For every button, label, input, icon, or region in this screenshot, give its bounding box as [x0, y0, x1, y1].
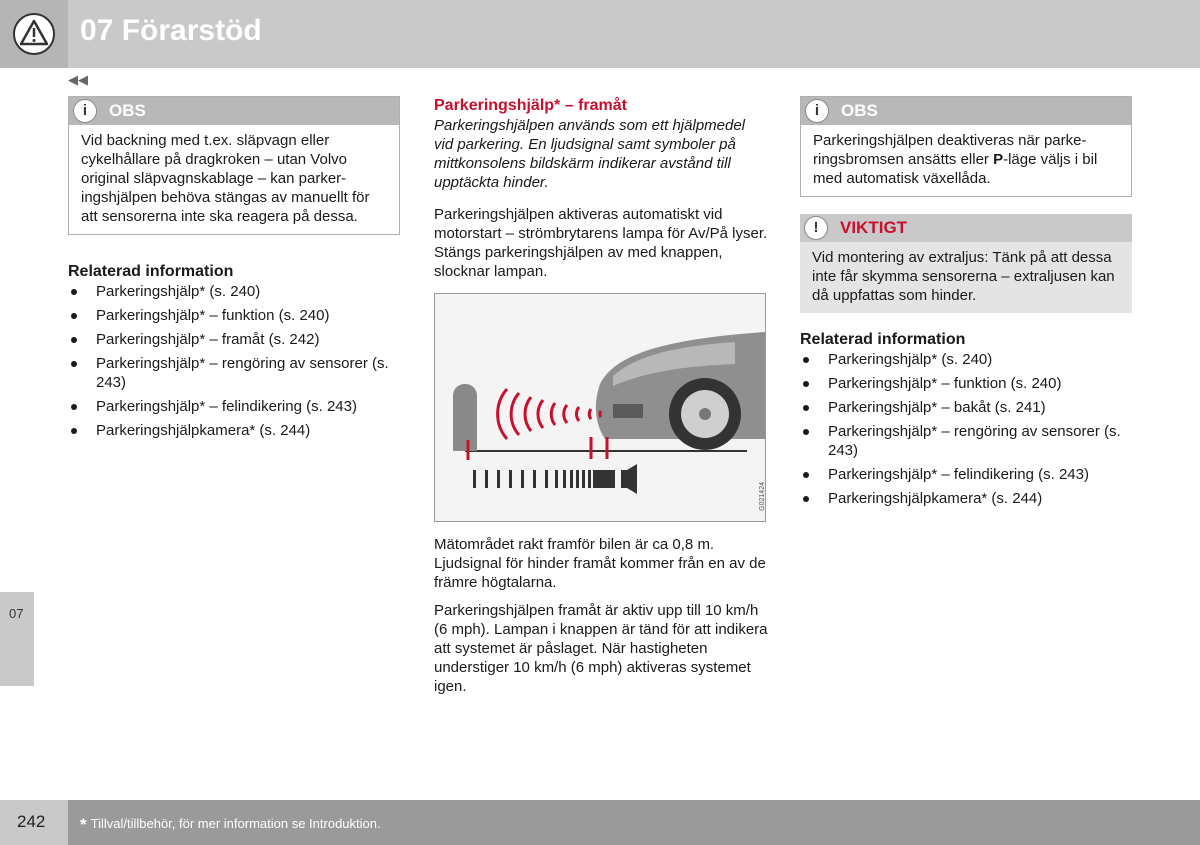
related-link[interactable]: Parkeringshjälp* – funktion (s. 240)	[68, 306, 400, 325]
speaker-icon	[621, 464, 637, 494]
related-link[interactable]: Parkeringshjälp* – framåt (s. 242)	[68, 330, 400, 349]
related-link[interactable]: Parkeringshjälp* (s. 240)	[68, 282, 400, 301]
chapter-icon-box	[0, 0, 68, 68]
related-link[interactable]: Parkeringshjälp* – funktion (s. 240)	[800, 374, 1132, 393]
related-info-heading: Relaterad information	[800, 331, 966, 348]
column-middle	[434, 96, 768, 696]
warning-triangle-icon	[0, 0, 68, 68]
related-info-heading: Relaterad information	[68, 263, 234, 280]
obs-box-header	[69, 97, 399, 125]
section-heading: Parkeringshjälp* – framåt	[434, 97, 627, 114]
figure-code: G021424	[759, 482, 766, 511]
obs-text	[801, 125, 1131, 196]
page-number: 242	[17, 812, 46, 831]
related-link[interactable]: Parkeringshjälp* – rengöring av sensorer (s. 243)	[800, 422, 1132, 460]
related-link[interactable]: Parkeringshjälp* – felindikering (s. 243)	[68, 397, 400, 416]
paragraph-range: Mätområdet rakt framför bilen är ca 0,8 m. Ljudsignal för hinder framåt kommer från en av de främre högtalarna.	[434, 536, 766, 591]
car-front-sensor-drawing	[435, 294, 765, 521]
related-link[interactable]: Parkeringshjälpkamera* (s. 244)	[68, 421, 400, 440]
obs-text: Vid backning med t.ex. släpvagn eller cykelhållare på dragkroken – utan Volvo original släpvagnskablage – kan parkeringshjälpen behöva stängas av manuellt för att sensorerna inte ska reagera på dessa.	[81, 132, 370, 225]
chapter-side-tab[interactable]	[0, 592, 34, 686]
footnote-text: Tillval/tillbehör, för mer information se Introduktion.	[90, 816, 381, 831]
chapter-header	[0, 0, 1200, 68]
info-icon: i	[805, 99, 829, 123]
obs-box	[68, 96, 400, 235]
paragraph-activation: Parkeringshjälpen aktiveras automatiskt vid motorstart – strömbrytarens lampa för Av/På lyser. Stängs parkeringshjälpen av med knappen, slocknar lampan.	[434, 206, 768, 280]
parking-sensor-illustration	[434, 293, 766, 522]
related-link[interactable]: Parkeringshjälp* – bakåt (s. 241)	[800, 398, 1132, 417]
chapter-side-tab-label: 07	[9, 606, 24, 621]
related-info-list	[68, 282, 400, 440]
chapter-title: 07 Förarstöd	[80, 14, 262, 47]
page-number-box	[0, 800, 68, 845]
section-intro: Parkeringshjälpen används som ett hjälpmedel vid parkering. En ljudsignal samt symboler på mittkonsolens bildskärm indikerar avstånd till upptäckta hinder.	[434, 117, 746, 191]
obs-box-header	[801, 97, 1131, 125]
page-footer	[0, 800, 1200, 845]
viktigt-box-header	[800, 214, 1132, 242]
gear-p-label: P	[993, 151, 1004, 168]
obs-label: OBS	[109, 101, 146, 120]
viktigt-text: Vid montering av extraljus: Tänk på att dessa inte får skymma sensorerna – extraljusen kan då uppfattas som hinder.	[800, 242, 1132, 313]
obs-text-part: -läge väljs i bil med automatisk växellåda.	[813, 151, 1098, 187]
obs-label: OBS	[841, 101, 878, 120]
related-link[interactable]: Parkeringshjälp* – rengöring av sensorer (s. 243)	[68, 354, 400, 392]
related-info-list	[800, 350, 1132, 508]
exclamation-icon: !	[804, 216, 828, 240]
column-right	[800, 96, 1132, 513]
viktigt-box	[800, 214, 1132, 313]
obs-box	[800, 96, 1132, 197]
related-link[interactable]: Parkeringshjälp* – felindikering (s. 243)	[800, 465, 1132, 484]
related-link[interactable]: Parkeringshjälp* (s. 240)	[800, 350, 1132, 369]
footnote	[80, 815, 381, 835]
footnote-star: *	[80, 815, 87, 834]
back-navigation-link[interactable]: ◀◀	[68, 72, 88, 87]
paragraph-speed: Parkeringshjälpen framåt är aktiv upp till 10 km/h (6 mph). Lampan i knappen är tänd för att indikera att systemet är påslaget. När hastigheten understiger 10 km/h (6 mph) aktiveras systemet igen.	[434, 602, 768, 695]
related-link[interactable]: Parkeringshjälpkamera* (s. 244)	[800, 489, 1132, 508]
obs-text-part: Parkeringshjälpen deaktiveras när parkeringsbromsen ansätts eller	[813, 132, 1087, 168]
info-icon: i	[73, 99, 97, 123]
column-left	[68, 96, 400, 445]
viktigt-label: VIKTIGT	[840, 218, 908, 237]
